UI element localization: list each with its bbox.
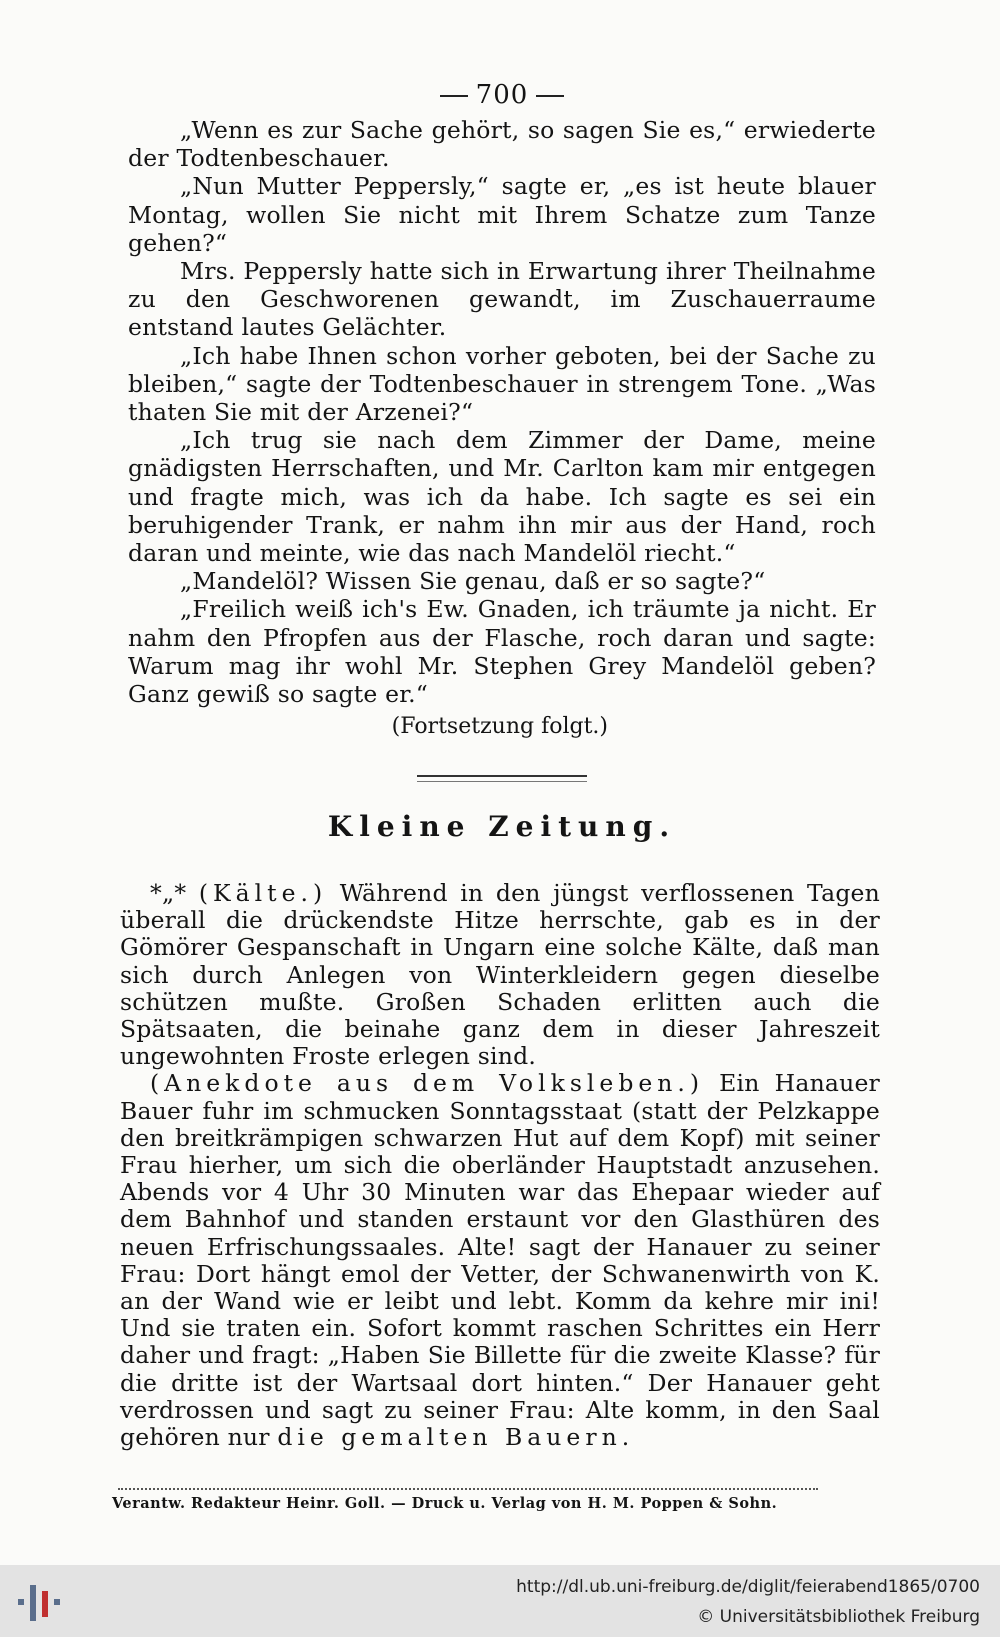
library-logo-icon[interactable] [14,1577,64,1625]
section-divider [417,775,587,782]
news-marker: *„* [150,879,187,907]
news-title-cold: (Kälte.) [198,879,328,907]
viewer-footer-bar [0,1565,1000,1637]
dash-right [536,95,564,97]
news-item-anecdote [120,1070,880,1451]
top-column [128,70,876,861]
paragraph-3: Mrs. Peppersly hatte sich in Erwartung ihrer Theilnahme zu den Geschworenen gewandt, im Zuschauerraume entstand lautes Gelächter. [128,257,876,342]
page-number-text: 700 [475,80,529,110]
section-heading: Kleine Zeitung. [327,810,677,844]
dash-left [440,95,468,97]
permalink-url[interactable]: http://dl.ub.uni-freiburg.de/diglit/feierabend1865/0700 [516,1577,980,1597]
paragraph-5: „Ich trug sie nach dem Zimmer der Dame, meine gnädigsten Herrschaften, und Mr. Carlton kam mir entgegen und fragte mich, was ich da habe. Ich sagte es sei ein beruhigender Trank, er nahm ihn mir aus der Hand, roch daran und meinte, wie das nach Mandelöl riecht.“ [128,426,876,568]
paragraph-2: „Nun Mutter Peppersly,“ sagte er, „es ist heute blauer Montag, wollen Sie nicht mit Ihrem Schatze zum Tanze gehen?“ [128,172,876,257]
news-column [120,880,880,1451]
news-text-cold: Während in den jüngst verflossenen Tagen überall die drückendste Hitze herrschte, gab es in der Gömörer Gespanschaft in Ungarn eine solche Kälte, daß man sich durch Anlegen von Winterkleidern gegen dieselbe schützen mußte. Großen Schaden erlitten auch die Spätsaaten, die beinahe ganz dem in dieser Jahreszeit ungewohnten Froste erlegen sind. [120,879,880,1071]
news-text-anecdote: Ein Hanauer Bauer fuhr im schmucken Sonntagsstaat (statt der Pelzkappe den breitkrämpigen schwarzen Hut auf dem Kopf) mit seiner Frau hierher, um sich die oberländer Hauptstadt anzusehen. Abends vor 4 Uhr 30 Minuten war das Ehepaar wieder auf dem Bahnhof und standen erstaunt vor den Glasthüren des neuen Erfrischungssaales. Alte! sagt der Hanauer zu seiner Frau: Dort hängt emol der Vetter, der Schwanenwirth von K. an der Wand wie er leibt und lebt. Komm da kehre mir ini! Und sie traten ein. Sofort kommt raschen Schrittes ein Herr daher und fragt: „Haben Sie Billette für die zweite Klasse? für die dritte ist der Wartsaal dort hinten.“ Der Hanauer geht verdrossen und sagt zu seiner Frau: Alte komm, in den Saal gehören nur [120,1069,880,1452]
copyright-notice: © Universitätsbibliothek Freiburg [697,1607,980,1627]
paragraph-1: „Wenn es zur Sache gehört, so sagen Sie es,“ erwiederte der Todtenbeschauer. [128,116,876,173]
paragraph-6: „Mandelöl? Wissen Sie genau, daß er so sagte?“ [180,567,766,596]
news-title-anecdote: (Anekdote aus dem Volksleben.) [150,1069,705,1098]
imprint-line: Verantw. Redakteur Heinr. Goll. — Druck u. Verlag von H. M. Poppen & Sohn. [112,1495,778,1512]
paragraph-4: „Ich habe Ihnen schon vorher geboten, bei der Sache zu bleiben,“ sagte der Todtenbeschauer in strengem Tone. „Was thaten Sie mit der Arzenei?“ [128,341,876,427]
page-number [128,80,876,110]
news-closing-spaced: die gemalten Bauern. [277,1423,635,1452]
footer-rule [118,1488,818,1490]
news-item-cold [120,880,880,1070]
paragraph-7: „Freilich weiß ich's Ew. Gnaden, ich träumte ja nicht. Er nahm den Pfropfen aus der Flasche, roch daran und sagte: Warum mag ihr wohl Mr. Stephen Grey Mandelöl geben? Ganz gewiß so sagte er.“ [128,595,876,709]
continuation-note: (Fortsetzung folgt.) [391,714,608,740]
